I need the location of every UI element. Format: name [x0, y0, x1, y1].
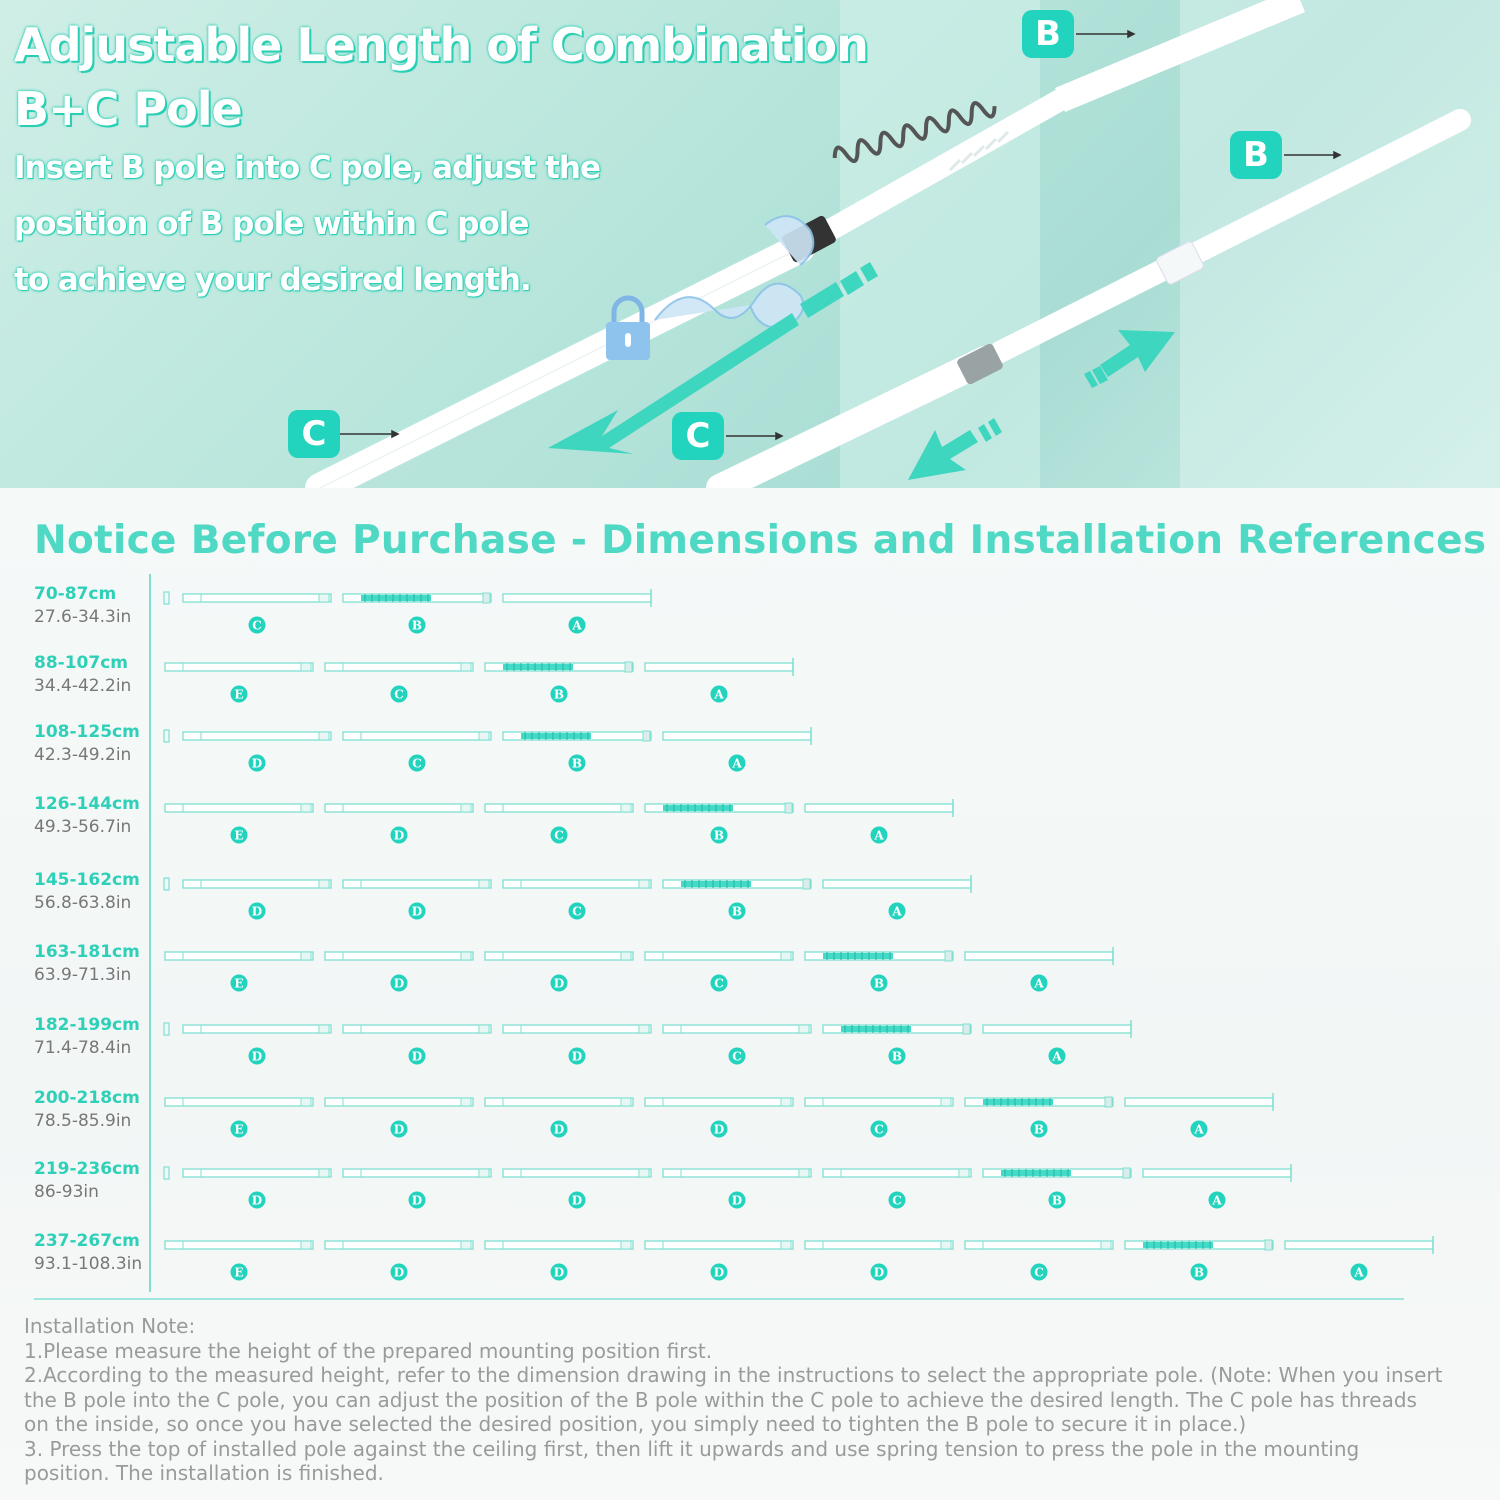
- pole-segment-a: [503, 589, 651, 607]
- segment-label-text: B: [731, 904, 743, 919]
- segment-label-text: C: [732, 1049, 742, 1064]
- segment-label-text: B: [873, 976, 885, 991]
- segment-label-b: [711, 827, 728, 844]
- segment-label-text: B: [713, 828, 725, 843]
- segment-label-d: [551, 975, 568, 992]
- pole-segment-a: [663, 727, 811, 745]
- segment-label-d: [551, 1121, 568, 1138]
- segment-label-b: [889, 1048, 906, 1065]
- pole-segment-a: [805, 799, 953, 817]
- segment-label-c: [889, 1192, 906, 1209]
- segment-label-text: D: [553, 1122, 565, 1137]
- segment-label-text: B: [891, 1049, 903, 1064]
- segment-label-d: [871, 1264, 888, 1281]
- segment-label-d: [249, 755, 266, 772]
- segment-label-d: [391, 827, 408, 844]
- pole-segment-a: [983, 1020, 1131, 1038]
- row-cm: 163-181cm: [34, 942, 140, 962]
- pole-segment-d: [183, 880, 331, 888]
- row-inches: 93.1-108.3in: [34, 1254, 143, 1274]
- pole-segment-e: [165, 663, 313, 671]
- segment-label-text: E: [234, 1122, 244, 1137]
- pole-segment-d: [183, 732, 331, 740]
- segment-label-c: [391, 686, 408, 703]
- segment-label-a: [889, 903, 906, 920]
- badge-b-top: B: [1022, 10, 1074, 58]
- hero-desc-line3: to achieve your desired length.: [14, 262, 531, 298]
- segment-label-b: [569, 755, 586, 772]
- section-title: Notice Before Purchase - Dimensions and Installation References: [34, 518, 1487, 563]
- segment-label-text: D: [251, 1193, 263, 1208]
- segment-label-b: [729, 903, 746, 920]
- pole-segment-a: [965, 947, 1113, 965]
- segment-label-text: E: [234, 1265, 244, 1280]
- segment-label-text: A: [1052, 1049, 1062, 1064]
- segment-label-c: [711, 975, 728, 992]
- segment-label-text: D: [873, 1265, 885, 1280]
- hero-title-line1: Adjustable Length of Combination: [14, 18, 868, 72]
- segment-label-b: [409, 617, 426, 634]
- segment-label-text: A: [714, 687, 724, 702]
- note-2: 2.According to the measured height, refer to the dimension drawing in the instructions to select the appropriate pole. (Note: When you insert the B pole into the C pole, you can adjust the position of the B pole within the C pole to achieve the desired length. The C pole has threads on the inside, so once you have selected the desired position, you simply need to tighten the B pole to secure it in place.): [24, 1363, 1443, 1436]
- segment-label-c: [409, 755, 426, 772]
- badge-b-right: B: [1230, 131, 1282, 179]
- segment-label-text: D: [713, 1122, 725, 1137]
- segment-label-text: C: [1034, 1265, 1044, 1280]
- segment-label-d: [249, 903, 266, 920]
- segment-label-c: [871, 1121, 888, 1138]
- segment-label-text: B: [1033, 1122, 1045, 1137]
- segment-label-c: [729, 1048, 746, 1065]
- segment-label-text: A: [1034, 976, 1044, 991]
- pole-segment-e: [165, 804, 313, 812]
- segment-label-e: [231, 1121, 248, 1138]
- segment-label-e: [231, 827, 248, 844]
- pole-segment-a: [1285, 1236, 1433, 1254]
- row-inches: 56.8-63.8in: [34, 893, 132, 913]
- row-cm: 200-218cm: [34, 1088, 140, 1108]
- row-inches: 71.4-78.4in: [34, 1038, 132, 1058]
- segment-label-a: [1351, 1264, 1368, 1281]
- segment-label-d: [409, 903, 426, 920]
- badge-c-left: C: [288, 410, 340, 458]
- pole-segment-a: [823, 875, 971, 893]
- pole-segment-d: [485, 1098, 633, 1106]
- segment-label-text: D: [393, 1122, 405, 1137]
- segment-label-text: A: [732, 756, 742, 771]
- pole-segment-d: [503, 1169, 651, 1177]
- segment-label-text: D: [251, 904, 263, 919]
- pole-segment-d: [325, 952, 473, 960]
- segment-label-d: [569, 1048, 586, 1065]
- pole-segment-d: [325, 1241, 473, 1249]
- pole-segment-b: [485, 662, 633, 672]
- segment-label-a: [729, 755, 746, 772]
- pole-segment-b: [503, 731, 651, 741]
- segment-label-text: D: [251, 756, 263, 771]
- segment-label-text: A: [1212, 1193, 1222, 1208]
- segment-label-text: D: [393, 1265, 405, 1280]
- note-1: 1.Please measure the height of the prepared mounting position first.: [24, 1338, 713, 1363]
- note-3: 3. Press the top of installed pole against the ceiling first, then lift it upwards and use spring tension to press the pole in the mounting position. The installation is finished.: [24, 1436, 1360, 1485]
- badge-c-right: C: [672, 412, 724, 460]
- pole-segment-d: [485, 1241, 633, 1249]
- segment-label-a: [569, 617, 586, 634]
- segment-label-text: D: [251, 1049, 263, 1064]
- segment-label-a: [1049, 1048, 1066, 1065]
- segment-label-text: A: [572, 618, 582, 633]
- segment-label-d: [391, 1264, 408, 1281]
- segment-label-text: C: [892, 1193, 902, 1208]
- pole-segment-c: [965, 1241, 1113, 1249]
- pole-segment-a: [645, 658, 793, 676]
- row-inches: 78.5-85.9in: [34, 1111, 132, 1131]
- segment-label-e: [231, 686, 248, 703]
- segment-label-text: E: [234, 976, 244, 991]
- segment-label-text: B: [1193, 1265, 1205, 1280]
- row-inches: 27.6-34.3in: [34, 607, 132, 627]
- segment-label-c: [551, 827, 568, 844]
- pole-segment-d: [343, 1025, 491, 1033]
- segment-label-a: [711, 686, 728, 703]
- pole-segment-d: [645, 1241, 793, 1249]
- pole-segment-d: [343, 1169, 491, 1177]
- row-inches: 49.3-56.7in: [34, 817, 132, 837]
- segment-label-d: [249, 1048, 266, 1065]
- row-cm: 126-144cm: [34, 794, 140, 814]
- segment-label-text: D: [553, 976, 565, 991]
- pole-segment-c: [343, 732, 491, 740]
- pole-segment-b: [645, 803, 793, 813]
- segment-label-b: [1031, 1121, 1048, 1138]
- segment-label-text: E: [234, 828, 244, 843]
- pole-segment-c: [503, 880, 651, 888]
- row-inches: 42.3-49.2in: [34, 745, 132, 765]
- row-cm: 182-199cm: [34, 1015, 140, 1035]
- row-cm: 108-125cm: [34, 722, 140, 742]
- segment-label-d: [569, 1192, 586, 1209]
- end-cap: [164, 592, 169, 604]
- pole-segment-b: [983, 1168, 1131, 1178]
- segment-label-text: D: [393, 976, 405, 991]
- segment-label-text: C: [394, 687, 404, 702]
- end-cap: [164, 1167, 169, 1179]
- segment-label-text: A: [1354, 1265, 1364, 1280]
- segment-label-d: [409, 1192, 426, 1209]
- segment-label-text: D: [393, 828, 405, 843]
- segment-label-text: D: [731, 1193, 743, 1208]
- segment-label-text: C: [412, 756, 422, 771]
- segment-label-e: [231, 1264, 248, 1281]
- pole-segment-b: [823, 1024, 971, 1034]
- pole-segment-e: [165, 1241, 313, 1249]
- row-cm: 219-236cm: [34, 1159, 140, 1179]
- segment-label-text: E: [234, 687, 244, 702]
- divider-line: [34, 1298, 1404, 1300]
- segment-label-d: [711, 1121, 728, 1138]
- pole-segment-b: [805, 951, 953, 961]
- row-cm: 88-107cm: [34, 653, 128, 673]
- pole-segment-c: [325, 663, 473, 671]
- segment-label-c: [1031, 1264, 1048, 1281]
- segment-label-a: [1031, 975, 1048, 992]
- segment-label-e: [231, 975, 248, 992]
- pole-segment-d: [325, 804, 473, 812]
- pole-segment-d: [485, 952, 633, 960]
- end-cap: [164, 730, 169, 742]
- segment-label-text: D: [571, 1049, 583, 1064]
- segment-label-text: D: [713, 1265, 725, 1280]
- pole-segment-d: [805, 1241, 953, 1249]
- pole-segment-d: [645, 1098, 793, 1106]
- installation-notes: [24, 1314, 1444, 1486]
- segment-label-a: [1191, 1121, 1208, 1138]
- pole-segment-c: [805, 1098, 953, 1106]
- segment-label-d: [249, 1192, 266, 1209]
- pole-segment-c: [183, 594, 331, 602]
- segment-label-c: [249, 617, 266, 634]
- pole-segment-c: [485, 804, 633, 812]
- segment-label-text: D: [553, 1265, 565, 1280]
- segment-label-text: B: [553, 687, 565, 702]
- segment-label-d: [391, 1121, 408, 1138]
- segment-label-d: [409, 1048, 426, 1065]
- segment-label-text: B: [571, 756, 583, 771]
- pole-segment-b: [343, 593, 491, 603]
- pole-segment-d: [343, 880, 491, 888]
- pole-segment-c: [823, 1169, 971, 1177]
- segment-label-d: [729, 1192, 746, 1209]
- pole-segment-c: [645, 952, 793, 960]
- segment-label-text: A: [1194, 1122, 1204, 1137]
- segment-label-text: D: [571, 1193, 583, 1208]
- hero-desc-line2: position of B pole within C pole: [14, 206, 529, 242]
- pole-segment-e: [165, 1098, 313, 1106]
- pole-segment-d: [183, 1169, 331, 1177]
- segment-label-d: [711, 1264, 728, 1281]
- segment-label-d: [391, 975, 408, 992]
- segment-label-text: D: [411, 1193, 423, 1208]
- segment-label-text: A: [874, 828, 884, 843]
- pole-segment-a: [1125, 1093, 1273, 1111]
- row-inches: 63.9-71.3in: [34, 965, 132, 985]
- pole-segment-b: [663, 879, 811, 889]
- pole-segment-c: [663, 1025, 811, 1033]
- segment-label-text: D: [411, 904, 423, 919]
- row-cm: 70-87cm: [34, 584, 117, 604]
- segment-label-text: D: [411, 1049, 423, 1064]
- end-cap: [164, 1023, 169, 1035]
- segment-label-a: [1209, 1192, 1226, 1209]
- row-cm: 237-267cm: [34, 1231, 140, 1251]
- segment-label-text: C: [874, 1122, 884, 1137]
- pole-segment-d: [183, 1025, 331, 1033]
- hero-title-line2: B+C Pole: [14, 82, 242, 136]
- segment-label-b: [1049, 1192, 1066, 1209]
- pole-segment-d: [663, 1169, 811, 1177]
- segment-label-a: [871, 827, 888, 844]
- segment-label-d: [551, 1264, 568, 1281]
- pole-segment-d: [325, 1098, 473, 1106]
- segment-label-text: C: [714, 976, 724, 991]
- segment-label-text: B: [1051, 1193, 1063, 1208]
- row-inches: 86-93in: [34, 1182, 99, 1202]
- segment-label-text: B: [411, 618, 423, 633]
- hero-desc-line1: Insert B pole into C pole, adjust the: [14, 150, 600, 186]
- pole-segment-b: [965, 1097, 1113, 1107]
- row-cm: 145-162cm: [34, 870, 140, 890]
- segment-label-text: C: [252, 618, 262, 633]
- segment-label-text: C: [572, 904, 582, 919]
- segment-label-b: [871, 975, 888, 992]
- pole-segment-a: [1143, 1164, 1291, 1182]
- notes-heading: Installation Note:: [24, 1314, 196, 1338]
- pole-segment-e: [165, 952, 313, 960]
- segment-label-b: [1191, 1264, 1208, 1281]
- pole-segment-d: [503, 1025, 651, 1033]
- segment-label-text: A: [892, 904, 902, 919]
- end-cap: [164, 878, 169, 890]
- segment-label-text: C: [554, 828, 564, 843]
- pole-segment-b: [1125, 1240, 1273, 1250]
- row-inches: 34.4-42.2in: [34, 676, 132, 696]
- segment-label-c: [569, 903, 586, 920]
- segment-label-b: [551, 686, 568, 703]
